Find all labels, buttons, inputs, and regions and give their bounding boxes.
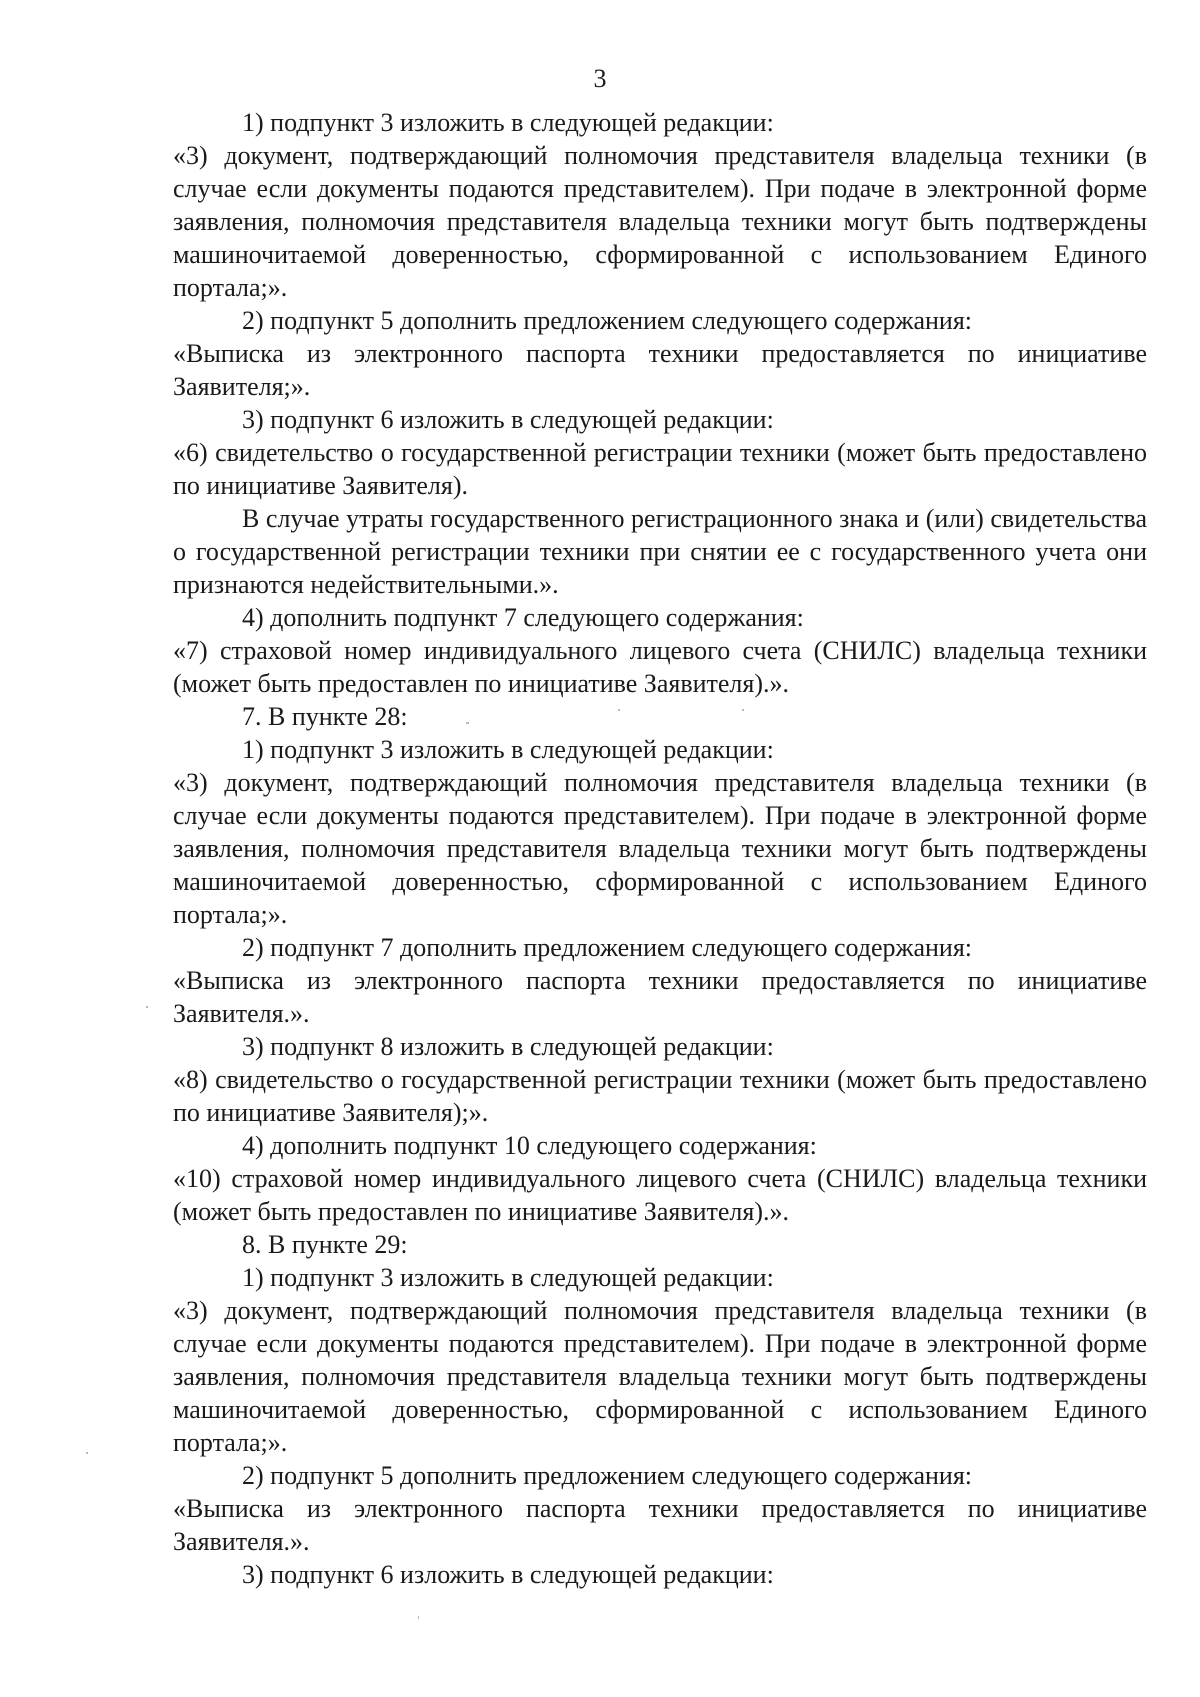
quoted-amendment: «Выписка из электронного паспорта техники предоставляется по инициативе Заявителя.». (173, 1494, 1147, 1556)
subclause-heading: 3) подпункт 6 изложить в следующей редакции: (242, 405, 774, 434)
subclause-heading: 1) подпункт 3 изложить в следующей редакции: (242, 735, 774, 764)
subclause-heading: 3) подпункт 6 изложить в следующей редакции: (242, 1560, 774, 1589)
subclause-heading: 3) подпункт 8 изложить в следующей редакции: (242, 1032, 774, 1061)
quoted-amendment-continuation: В случае утраты государственного регистрационного знака и (или) свидетельства о государственной регистрации техники при снятии ее с государственного учета они признаются недействительными.». (173, 504, 1147, 599)
scan-speck (466, 722, 469, 724)
quoted-amendment: «8) свидетельство о государственной регистрации техники (может быть предоставлено по инициативе Заявителя);». (173, 1065, 1147, 1127)
quoted-amendment: «10) страховой номер индивидуального лицевого счета (СНИЛС) владельца техники (может быть предоставлен по инициативе Заявителя).». (173, 1164, 1147, 1226)
subclause-heading: 2) подпункт 7 дополнить предложением следующего содержания: (242, 933, 973, 962)
subclause-heading: 4) дополнить подпункт 10 следующего содержания: (242, 1131, 817, 1160)
subclause-heading: 2) подпункт 5 дополнить предложением следующего содержания: (242, 1461, 973, 1490)
clause-heading: 8. В пункте 29: (242, 1230, 408, 1259)
scan-speck (418, 1616, 419, 1619)
quoted-amendment: «3) документ, подтверждающий полномочия представителя владельца техники (в случае если документы подаются представителем). При подаче в электронной форме заявления, полномочия представителя владельца техники могут быть подтверждены машиночитаемой доверенностью, сформированной с использованием Единого портала;». (173, 141, 1147, 302)
scan-speck (618, 709, 620, 711)
document-body (173, 106, 1147, 1591)
scan-speck (86, 1452, 88, 1454)
quoted-amendment: «3) документ, подтверждающий полномочия представителя владельца техники (в случае если документы подаются представителем). При подаче в электронной форме заявления, полномочия представителя владельца техники могут быть подтверждены машиночитаемой доверенностью, сформированной с использованием Единого портала;». (173, 1296, 1147, 1457)
subclause-heading: 4) дополнить подпункт 7 следующего содержания: (242, 603, 804, 632)
quoted-amendment: «Выписка из электронного паспорта техники предоставляется по инициативе Заявителя.». (173, 966, 1147, 1028)
subclause-heading: 1) подпункт 3 изложить в следующей редакции: (242, 108, 774, 137)
quoted-amendment: «Выписка из электронного паспорта техники предоставляется по инициативе Заявителя;». (173, 339, 1147, 401)
subclause-heading: 1) подпункт 3 изложить в следующей редакции: (242, 1263, 774, 1292)
scan-speck (742, 709, 744, 711)
quoted-amendment: «3) документ, подтверждающий полномочия представителя владельца техники (в случае если документы подаются представителем). При подаче в электронной форме заявления, полномочия представителя владельца техники могут быть подтверждены машиночитаемой доверенностью, сформированной с использованием Единого портала;». (173, 768, 1147, 929)
subclause-heading: 2) подпункт 5 дополнить предложением следующего содержания: (242, 306, 973, 335)
page-number: 3 (593, 64, 607, 93)
scan-speck (146, 1006, 148, 1008)
quoted-amendment: «7) страховой номер индивидуального лицевого счета (СНИЛС) владельца техники (может быть предоставлен по инициативе Заявителя).». (173, 636, 1147, 698)
quoted-amendment: «6) свидетельство о государственной регистрации техники (может быть предоставлено по инициативе Заявителя). (173, 438, 1147, 500)
clause-heading: 7. В пункте 28: (242, 702, 408, 731)
